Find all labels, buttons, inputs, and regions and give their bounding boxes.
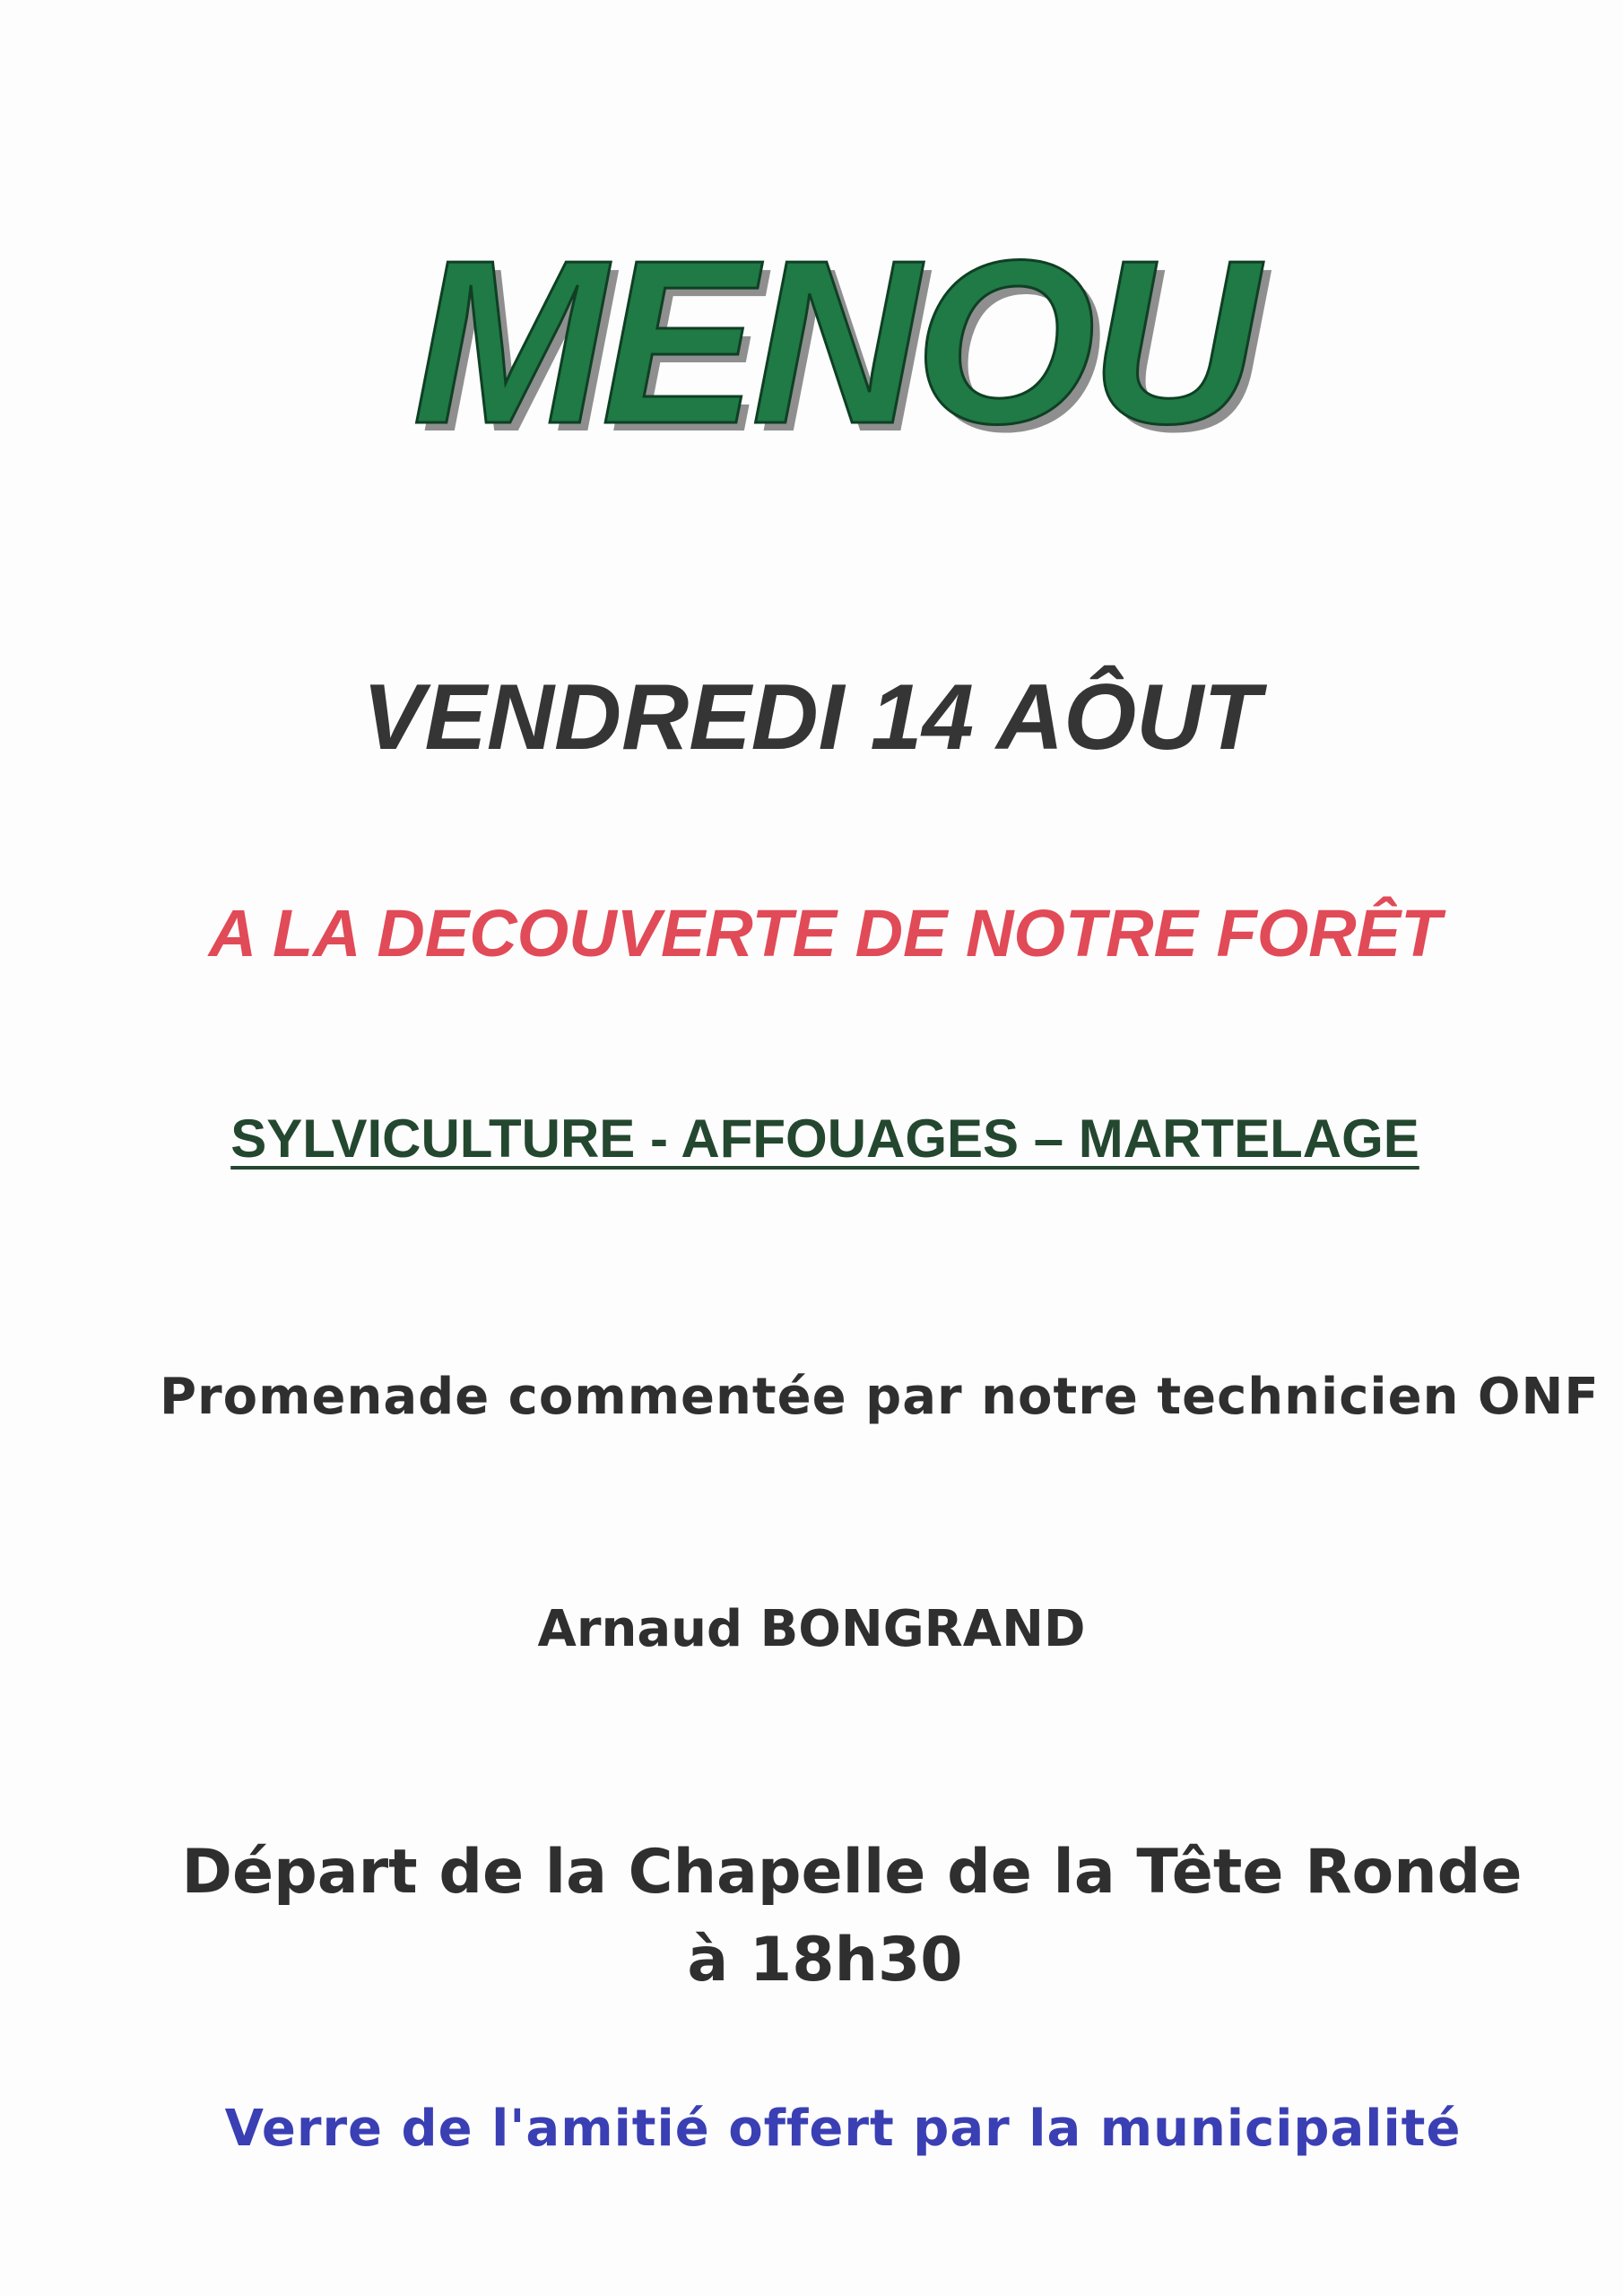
promenade-description: Promenade commentée par notre technicien ONF xyxy=(160,1368,1600,1426)
reception-note: Verre de l'amitié offert par la municipalité xyxy=(224,2100,1462,2158)
departure-time: à 18h30 xyxy=(687,1925,963,1996)
event-themes: SYLVICULTURE - AFFOUAGES – MARTELAGE xyxy=(230,1109,1419,1169)
departure-location: Départ de la Chapelle de la Tête Ronde xyxy=(181,1837,1523,1908)
event-subtitle: A LA DECOUVERTE DE NOTRE FORÊT xyxy=(208,896,1442,970)
poster-title: MENOU xyxy=(412,213,1254,473)
guide-name: Arnaud BONGRAND xyxy=(537,1600,1086,1658)
event-date: VENDREDI 14 AÔUT xyxy=(362,665,1261,770)
